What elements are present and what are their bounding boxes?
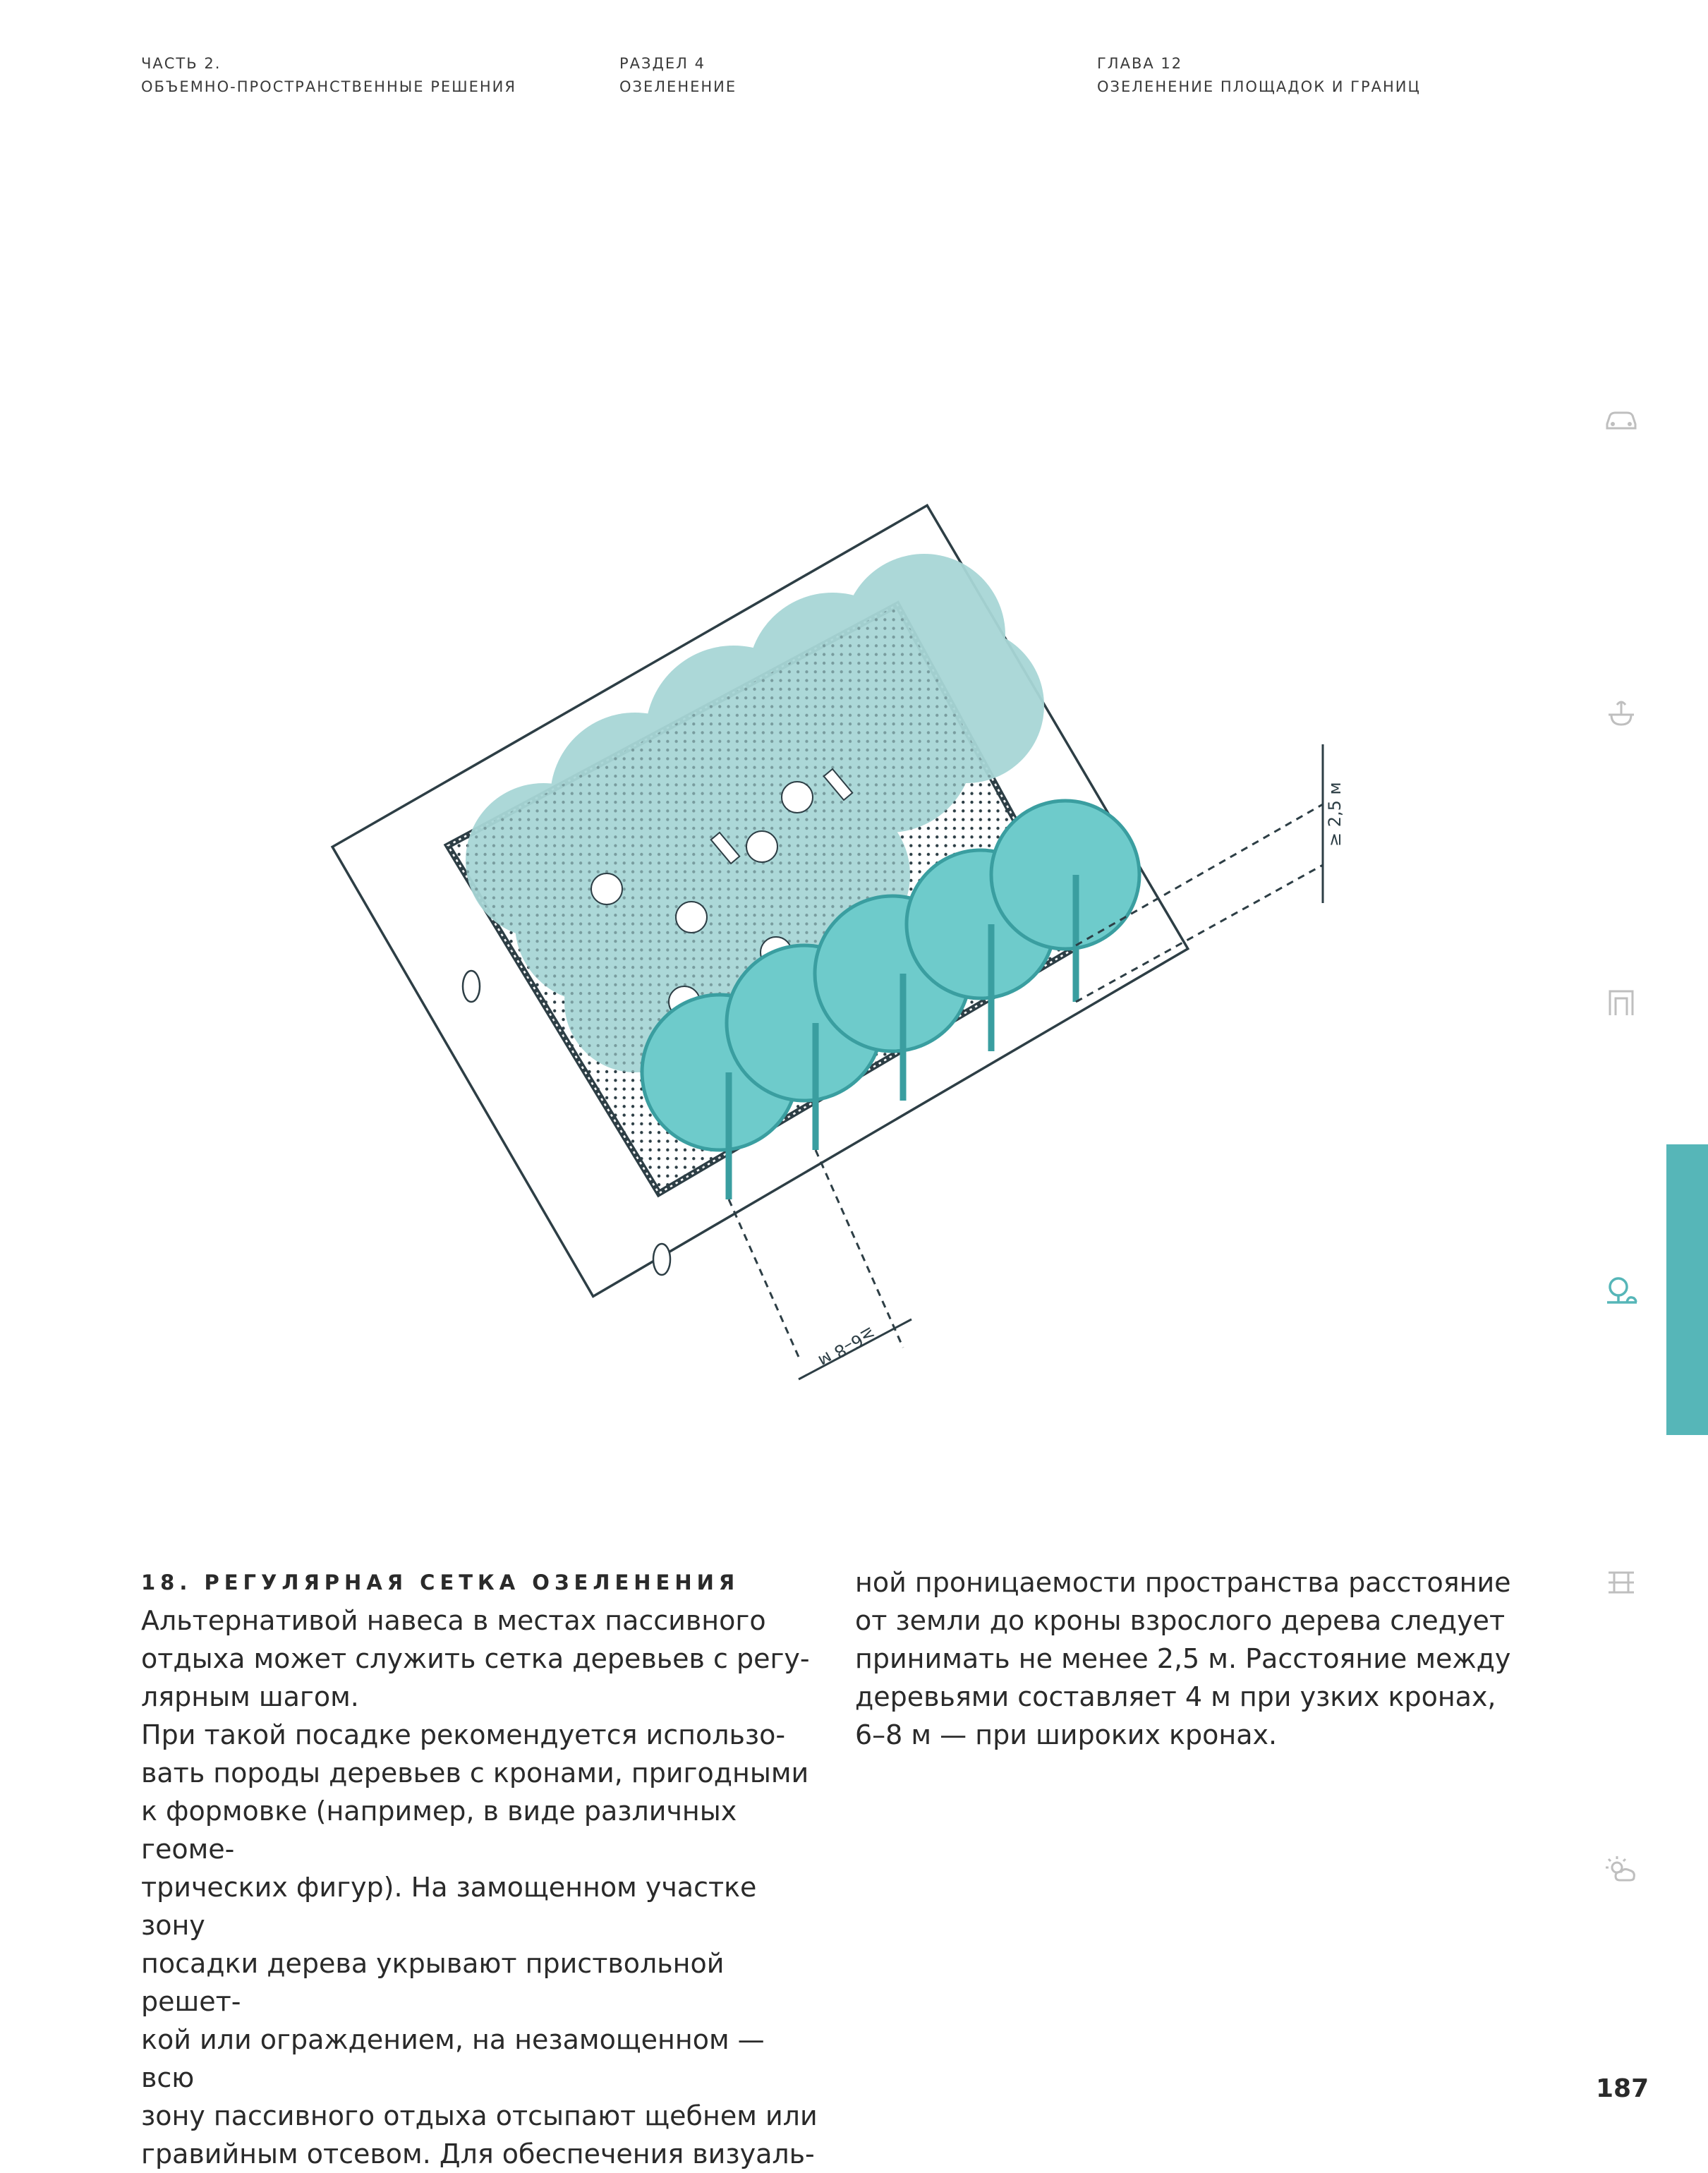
paragraph-2: При такой посадке рекомендуется использо- вать породы деревьев с кронами, пригодными к формовке (например, в виде различных геоме- трических фигур). На замощенном участке зону посадки дерева укрывают приствольной решет- кой или ограждением, на незамощенном — всю зону пассивного отдыха отсыпают щебнем или гравийным отсевом. Для обеспечения визуаль- [141,1719,818,2169]
dim-spacing-label: ≥6–8 м [815,1322,879,1372]
car-icon[interactable] [1601,400,1641,440]
header-section-number: РАЗДЕЛ 4 [619,55,705,72]
text-column-right [855,1563,1532,1754]
fountain-icon[interactable] [1601,694,1641,733]
text-column-left [141,1563,818,2173]
bench-icon[interactable] [1601,1563,1641,1602]
header-part [141,52,516,99]
tree-icon[interactable] [1601,1270,1641,1309]
building-icon[interactable] [1601,983,1641,1022]
header-chapter-number: ГЛАВА 12 [1097,55,1183,72]
header-section-title: ОЗЕЛЕНЕНИЕ [619,78,737,95]
paragraph-1: Альтернативой навеса в местах пассивного отдыха может служить сетка деревьев с регу- лярным шагом. [141,1605,810,1712]
header-chapter [1097,52,1421,99]
header-chapter-title: ОЗЕЛЕНЕНИЕ ПЛОЩАДОК И ГРАНИЦ [1097,78,1421,95]
tree-grid-illustration [339,466,1345,1425]
tree-crown-5 [991,801,1139,949]
header-part-number: ЧАСТЬ 2. [141,55,222,72]
header-part-title: ОБЪЕМНО-ПРОСТРАНСТВЕННЫЕ РЕШЕНИЯ [141,78,516,95]
dim-height-label: ≥ 2,5 м [1325,782,1345,847]
weather-icon[interactable] [1601,1852,1641,1891]
figure-heading: 18. РЕГУЛЯРНАЯ СЕТКА ОЗЕЛЕНЕНИЯ [141,1570,740,1594]
header-section [619,52,737,99]
active-section-tab[interactable] [1666,1144,1708,1435]
page-number: 187 [1596,2074,1649,2103]
paragraph-2-continued: ной проницаемости пространства расстояние от земли до кроны взрослого дерева следует принимать не менее 2,5 м. Расстояние между деревьями составляет 4 м при узких кронах, 6–8 м — при широких кронах. [855,1567,1511,1750]
